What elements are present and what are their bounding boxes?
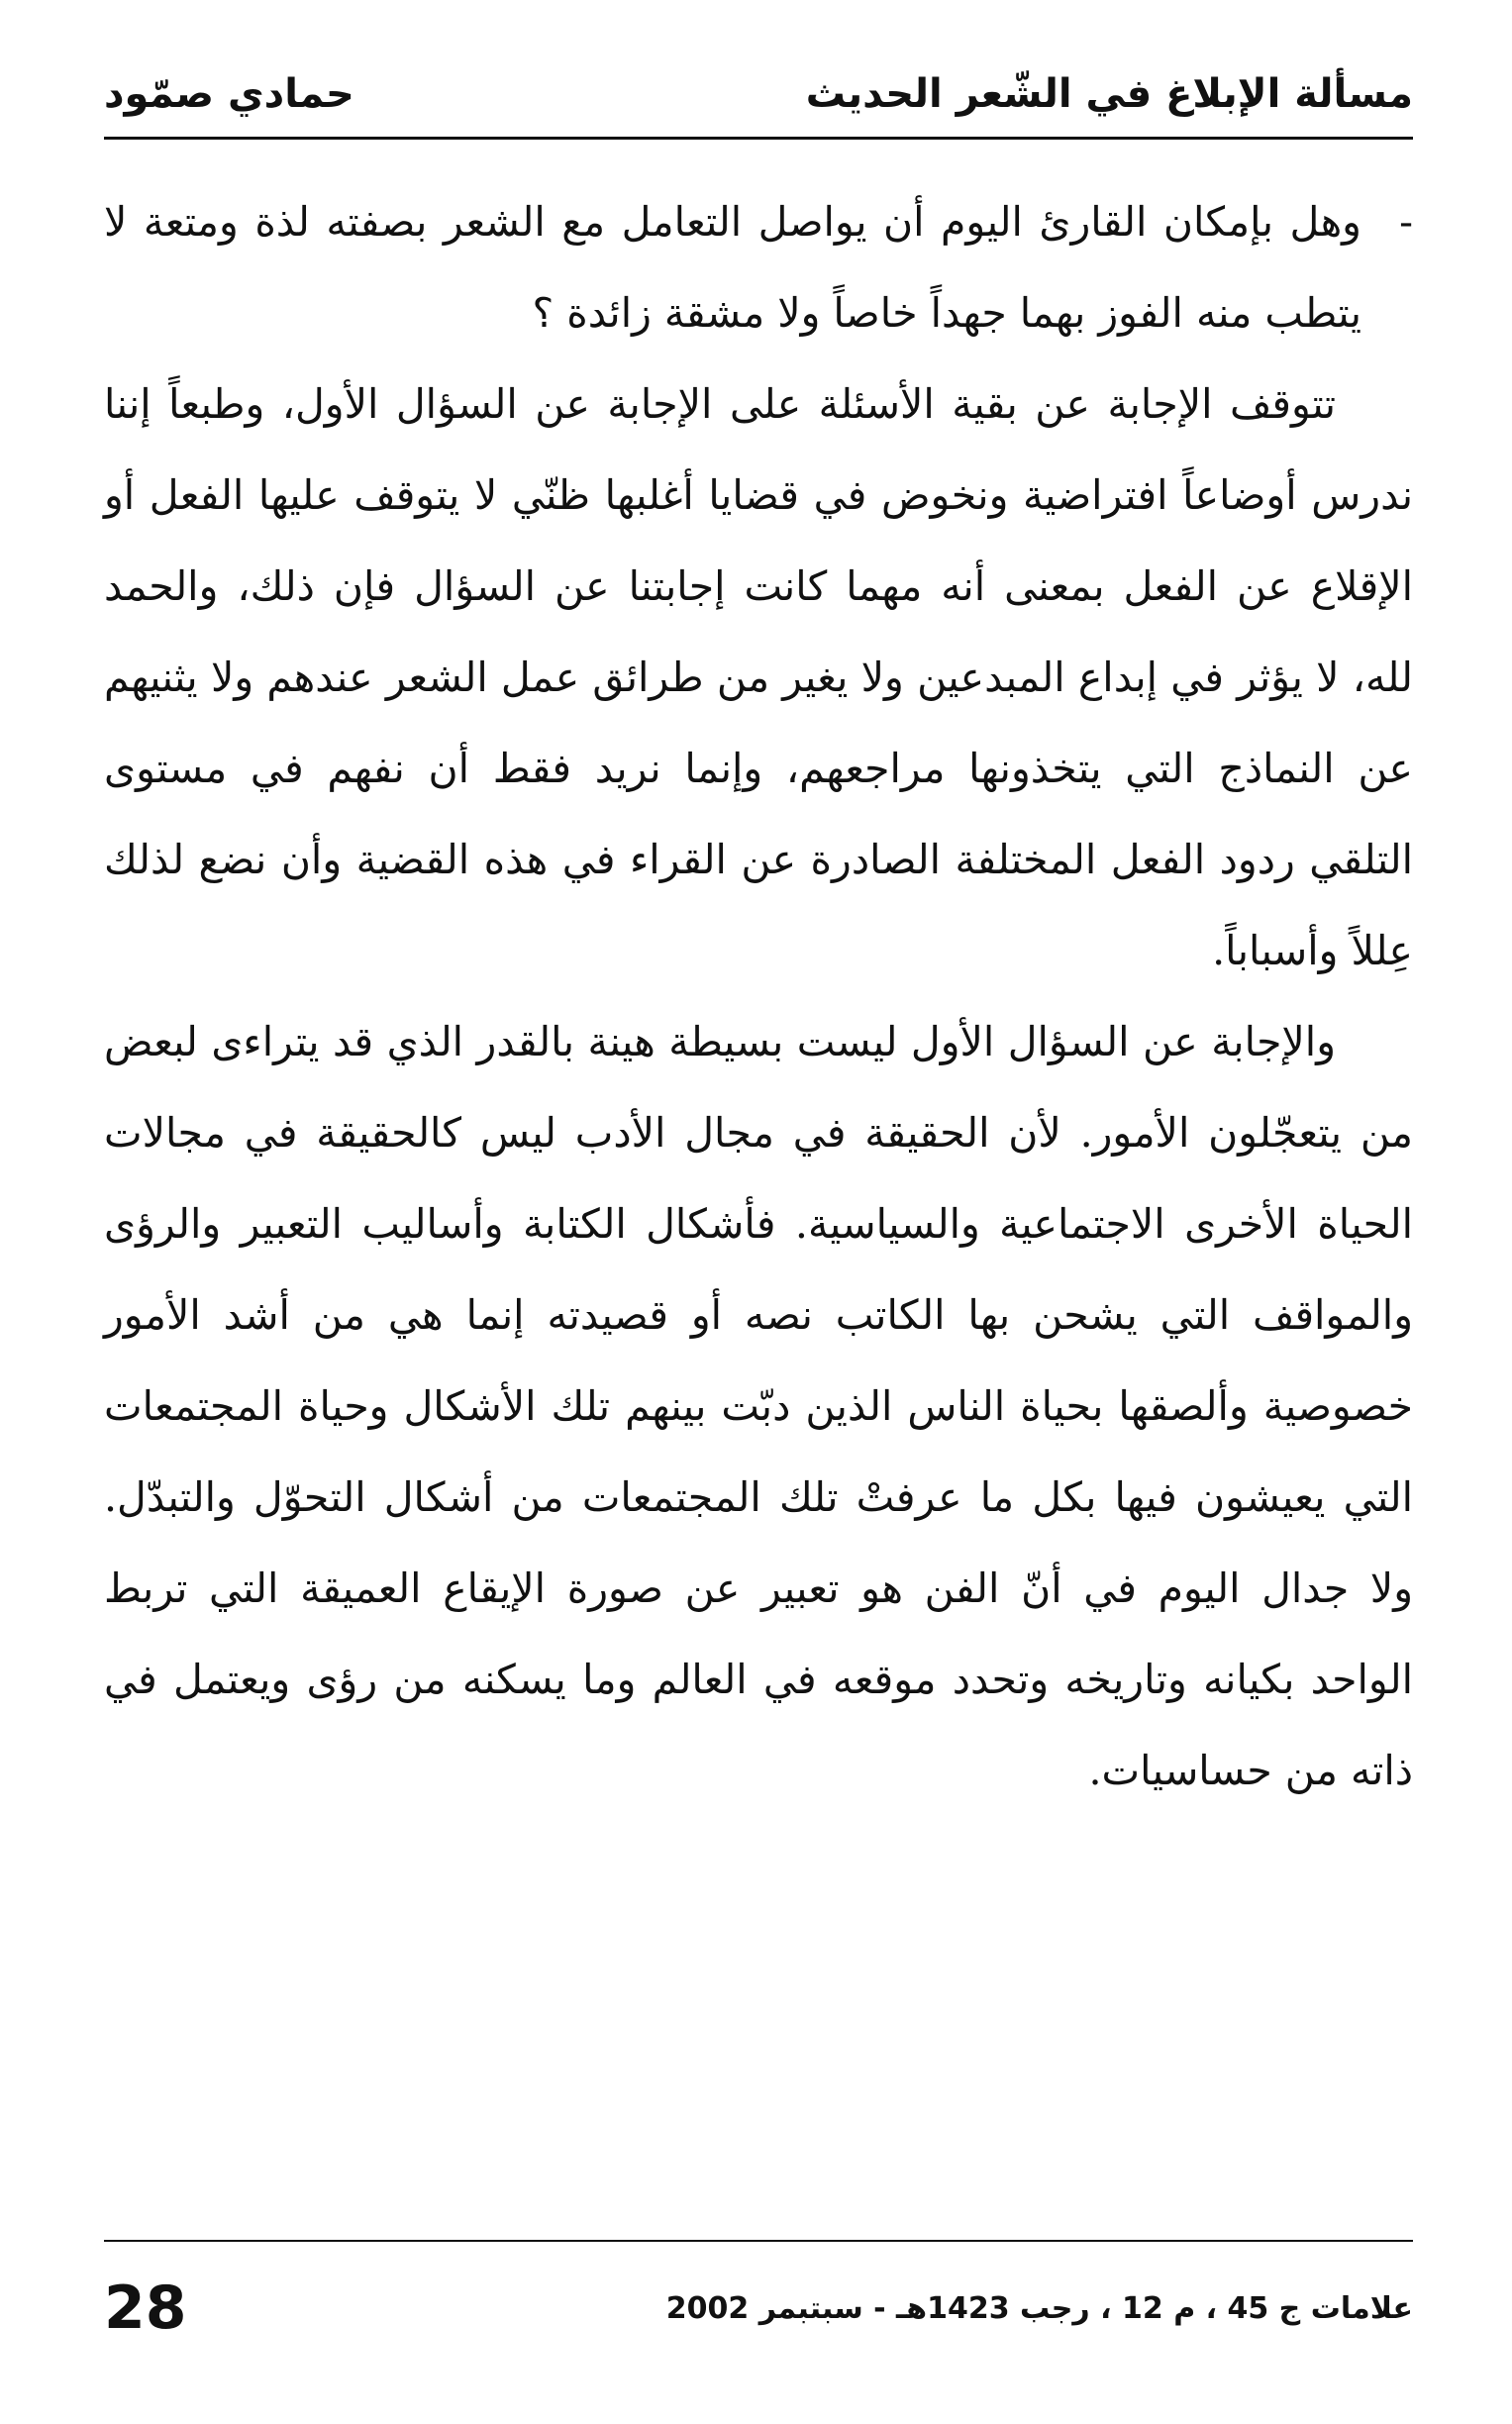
bullet-text: وهل بإمكان القارئ اليوم أن يواصل التعامل مع الشعر بصفته لذة ومتعة لا يتطب منه الفوز بهما جهداً خاصاً ولا مشقة زائدة ؟ bbox=[104, 198, 1361, 337]
paragraph: والإجابة عن السؤال الأول ليست بسيطة هينة بالقدر الذي قد يتراءى لبعض من يتعجّلون الأمور. لأن الحقيقة في مجال الأدب ليس كالحقيقة في مجالات الحياة الأخرى الاجتماعية والسياسية. فأشكال الكتابة وأساليب التعبير والرؤى والمواقف التي يشحن بها الكاتب نصه أو قصيدته إنما هي من أشد الأمور خصوصية وألصقها بحياة الناس الذين دبّت بينهم تلك الأشكال وحياة المجتمعات التي يعيشون فيها بكل ما عرفتْ تلك المجتمعات من أشكال التحوّل والتبدّل. ولا جدال اليوم في أنّ الفن هو تعبير عن صورة الإيقاع العميقة التي تربط الواحد بكيانه وتاريخه وتحدد موقعه في العالم وما يسكنه من رؤى ويعتمل في ذاته من حساسيات. bbox=[104, 1018, 1413, 1794]
question-bullet bbox=[104, 176, 1413, 358]
page-number: 28 bbox=[104, 2273, 187, 2343]
header-divider bbox=[104, 137, 1413, 140]
paragraph: تتوقف الإجابة عن بقية الأسئلة على الإجابة عن السؤال الأول، وطبعاً إننا ندرس أوضاعاً افتراضية ونخوض في قضايا أغلبها ظنّي لا يتوقف عليها الفعل أو الإقلاع عن الفعل بمعنى أنه مهما كانت إجابتنا عن السؤال فإن ذلك، والحمد لله، لا يؤثر في إبداع المبدعين ولا يغير من طرائق عمل الشعر عندهم ولا يثنيهم عن النماذج التي يتخذونها مراجعهم، وإنما نريد فقط أن نفهم في مستوى التلقي ردود الفعل المختلفة الصادرة عن القراء في هذه القضية وأن نضع لذلك عِللاً وأسباباً. bbox=[104, 380, 1413, 974]
page-footer bbox=[104, 2273, 1413, 2343]
article-title: مسألة الإبلاغ في الشّعر الحديث bbox=[805, 71, 1413, 117]
footer-divider bbox=[104, 2240, 1413, 2242]
running-header bbox=[104, 59, 1413, 129]
bullet-dash: - bbox=[1399, 198, 1413, 246]
author-name: حمادي صمّود bbox=[104, 71, 354, 117]
article-body bbox=[104, 176, 1413, 1816]
journal-citation: علامات ج 45 ، م 12 ، رجب 1423هـ - سبتبمر 2002 bbox=[665, 2290, 1413, 2326]
